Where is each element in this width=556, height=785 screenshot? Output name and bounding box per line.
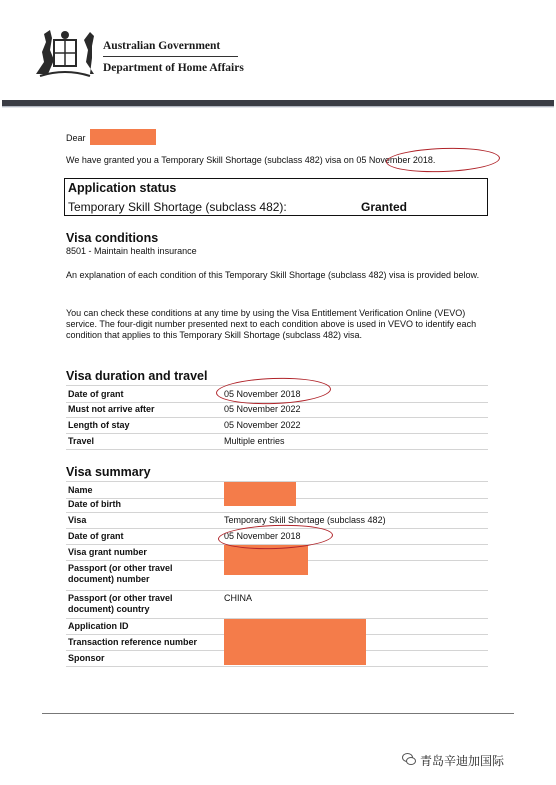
vevo-explanation: You can check these conditions at any time by using the Visa Entitlement Verification Online (VEVO) service. The four-digit number presented next to each condition above is used in VEVO to identify each condition that applies to this Temporary Skill Shortage (subclass 482) visa.	[66, 308, 477, 340]
table-row	[66, 433, 488, 450]
row-label: Visa	[68, 515, 87, 525]
redacted-name-dob	[224, 482, 296, 506]
coat-of-arms-logo	[34, 28, 96, 78]
row-value: 05 November 2022	[224, 420, 301, 430]
row-label: Must not arrive after	[68, 404, 155, 414]
salutation: Dear	[66, 133, 86, 143]
row-value: 05 November 2018	[224, 531, 301, 541]
conditions-heading: Visa conditions	[66, 231, 159, 245]
row-label: Name	[68, 485, 93, 495]
redacted-grant-passport-number	[224, 545, 308, 575]
status-visa-label: Temporary Skill Shortage (subclass 482):	[68, 200, 287, 214]
grant-statement: We have granted you a Temporary Skill Shortage (subclass 482) visa on 05 November 2018.	[66, 155, 436, 165]
status-value: Granted	[361, 200, 408, 214]
row-label: Travel	[68, 436, 95, 446]
row-label: Date of birth	[68, 499, 121, 509]
row-label: Date of grant	[68, 531, 124, 541]
watermark-text: 青岛辛迪加国际	[420, 754, 505, 768]
table-row	[66, 590, 488, 619]
header-bar-shadow	[2, 106, 554, 108]
row-value: 05 November 2022	[224, 404, 301, 414]
duration-heading: Visa duration and travel	[66, 369, 208, 383]
row-label: Passport (or other travel document) number	[68, 563, 173, 584]
row-label: Length of stay	[68, 420, 130, 430]
org-name-line2: Department of Home Affairs	[103, 62, 244, 74]
table-row	[66, 417, 488, 434]
redacted-recipient-name	[90, 129, 156, 145]
annotation-circle-grant-date	[386, 146, 501, 174]
row-label: Date of grant	[68, 389, 124, 399]
row-label: Passport (or other travel document) country	[68, 593, 173, 614]
wechat-icon	[402, 752, 416, 766]
row-label: Visa grant number	[68, 547, 147, 557]
summary-heading: Visa summary	[66, 465, 151, 479]
conditions-explanation: An explanation of each condition of this Temporary Skill Shortage (subclass 482) visa is provided below.	[66, 270, 480, 280]
row-label: Sponsor	[68, 653, 105, 663]
header-divider	[103, 56, 238, 57]
row-value: Temporary Skill Shortage (subclass 482)	[224, 515, 386, 525]
row-value: 05 November 2018	[224, 389, 301, 399]
status-heading: Application status	[68, 181, 177, 195]
row-value: CHINA	[224, 593, 253, 603]
org-name-line1: Australian Government	[103, 40, 221, 52]
footer-divider	[42, 713, 514, 714]
row-label: Application ID	[68, 621, 129, 631]
application-status-box	[64, 178, 488, 216]
redacted-ids-sponsor	[224, 619, 366, 665]
row-label: Transaction reference number	[68, 637, 198, 647]
condition-item: 8501 - Maintain health insurance	[66, 246, 197, 256]
row-value: Multiple entries	[224, 436, 285, 446]
